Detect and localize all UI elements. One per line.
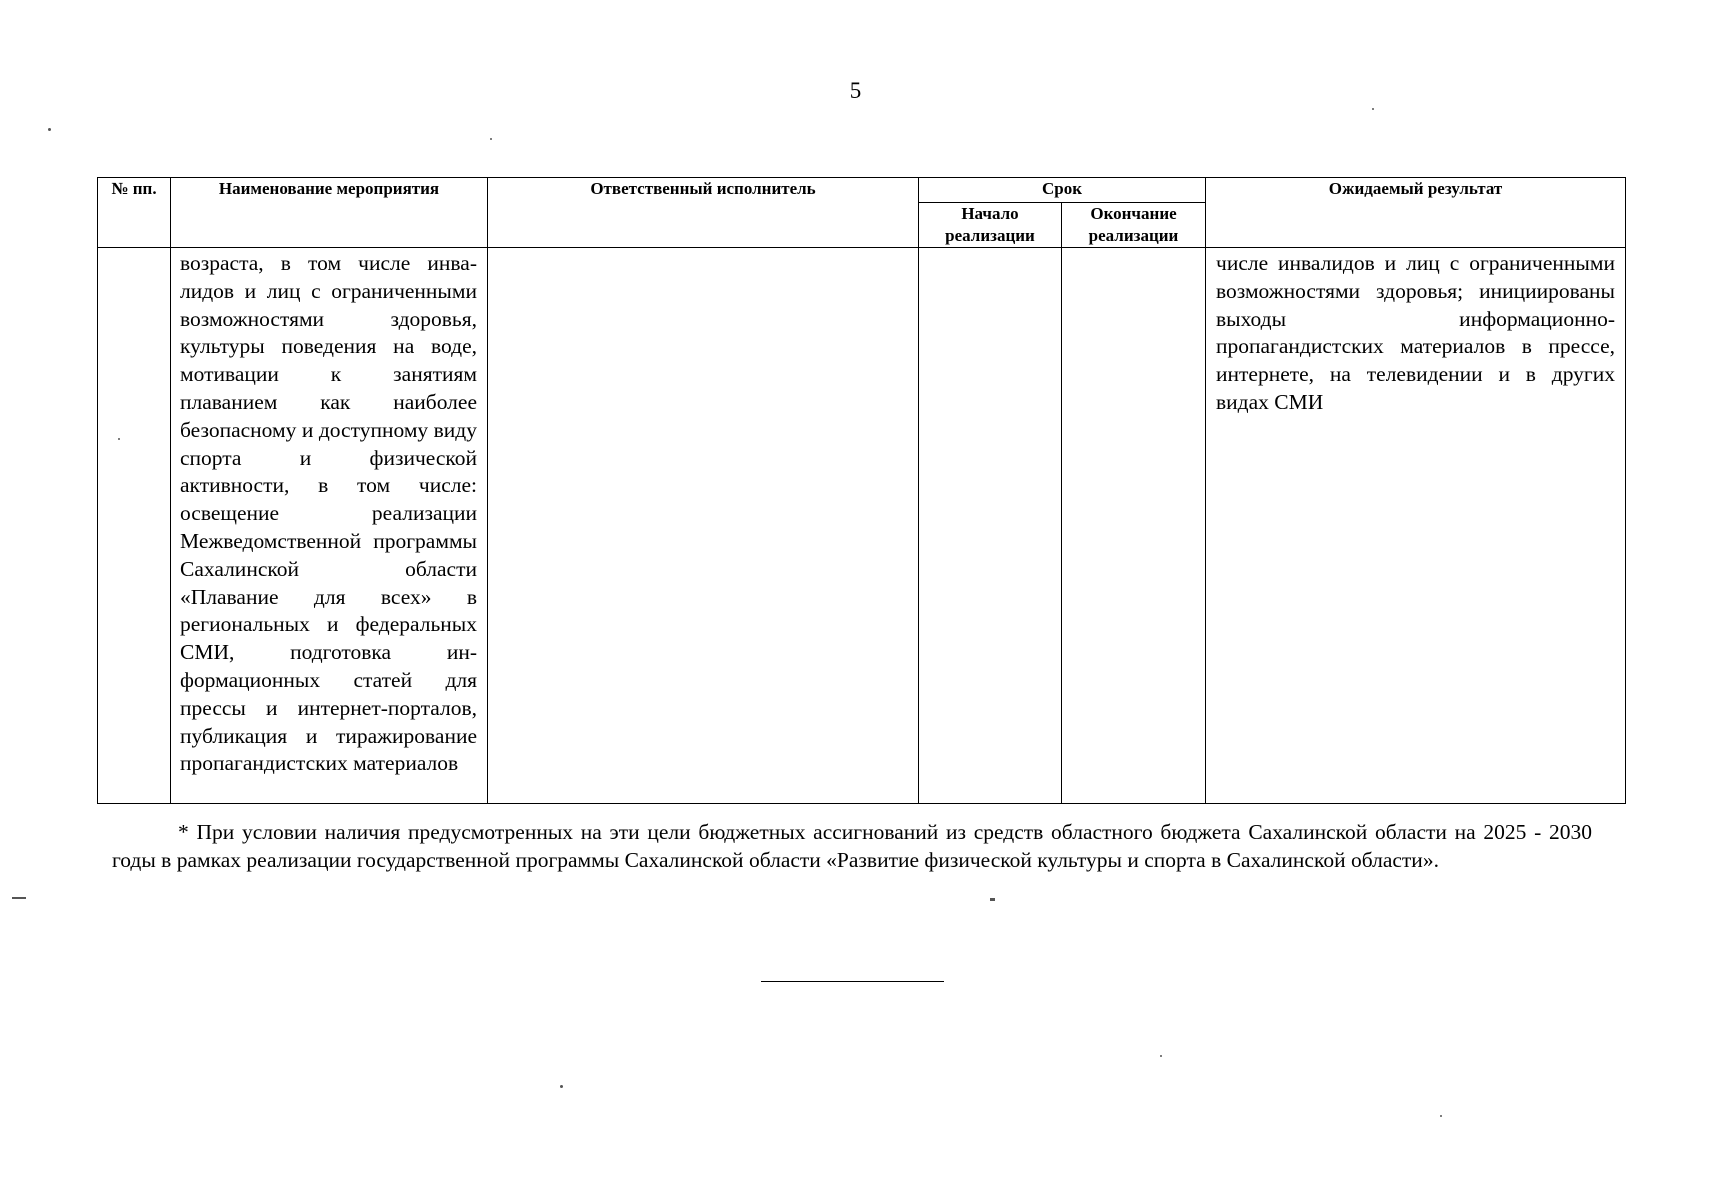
scan-speck bbox=[490, 138, 492, 140]
header-number: № пп. bbox=[98, 178, 171, 248]
scan-speck bbox=[1160, 1055, 1162, 1057]
header-expected-result: Ожидаемый результат bbox=[1206, 178, 1626, 248]
header-start: Начало реализации bbox=[919, 203, 1062, 248]
table-row bbox=[98, 248, 1626, 804]
scan-speck bbox=[118, 438, 120, 440]
cell-executor bbox=[488, 248, 919, 804]
footnote: * При условии наличия предусмотренных на эти цели бюджетных ассигнований из средств областного бюджета Сахалинской области на 2025 - 2030 годы в рамках реализации государственной программы Сахалинской области «Развитие физической культуры и спорта в Сахалинской области». bbox=[112, 820, 1592, 872]
header-activity-name: Наименование мероприятия bbox=[171, 178, 488, 248]
header-period: Срок bbox=[919, 178, 1206, 203]
scan-speck bbox=[1372, 108, 1374, 110]
scan-speck bbox=[990, 898, 995, 901]
scan-speck bbox=[12, 897, 26, 899]
scan-speck bbox=[560, 1085, 563, 1088]
cell-activity-name bbox=[171, 248, 488, 804]
activities-table bbox=[97, 177, 1626, 804]
cell-start bbox=[919, 248, 1062, 804]
header-end: Окончание реализации bbox=[1062, 203, 1206, 248]
page-number: 5 bbox=[849, 78, 862, 103]
scan-speck bbox=[1440, 1115, 1442, 1117]
end-rule bbox=[761, 981, 944, 982]
activity-name-text: возраста, в том числе инвалидов и лиц с ограниченными возможностями здоровья, культуры поведения на воде, мотивации к занятиям плаванием как наиболее безопасному и доступному виду спорта и физической активности, в том числе: освещение реализации Межведомственной программы Сахалинской области «Плавание для всех» в региональных и федеральных СМИ, подготовка информационных статей для прессы и интернет-порталов, публикация и тиражирование пропагандистских материалов bbox=[180, 251, 477, 776]
cell-end bbox=[1062, 248, 1206, 804]
header-executor: Ответственный исполнитель bbox=[488, 178, 919, 248]
cell-number bbox=[98, 248, 171, 804]
cell-expected-result bbox=[1206, 248, 1626, 804]
scan-speck bbox=[48, 128, 51, 131]
expected-result-text: числе инвалидов и лиц с ограниченными возможностями здоровья; инициированы выходы информационно-пропагандистских материалов в прессе, интернете, на телевидении и в других видах СМИ bbox=[1216, 251, 1615, 414]
